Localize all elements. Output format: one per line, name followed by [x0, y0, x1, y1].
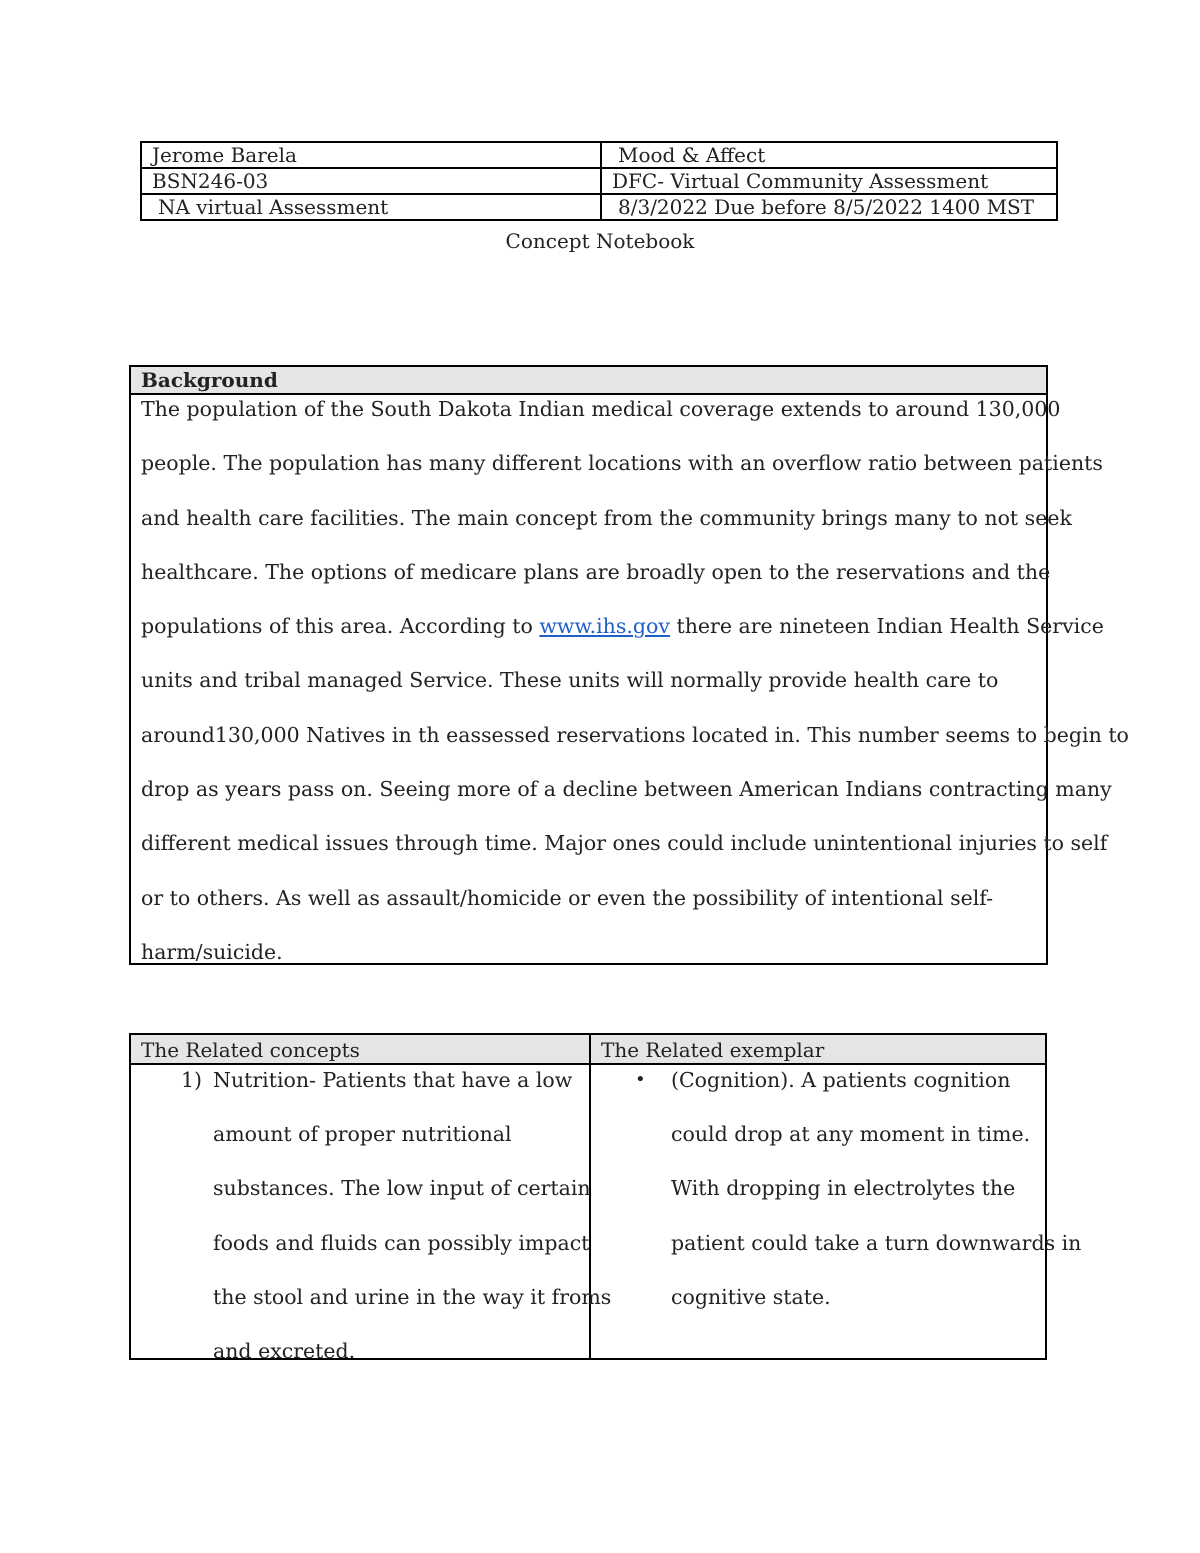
concept-line: substances. The low input of certain [213, 1176, 591, 1201]
background-line [141, 612, 1104, 666]
header-table [140, 141, 1058, 221]
background-line: and health care facilities. The main concept from the community brings many to not seek [141, 505, 1072, 530]
related-table [129, 1033, 1082, 1363]
student-name: Jerome Barela [141, 142, 601, 168]
related-exemplar-cell [591, 1065, 1082, 1358]
background-line-text: there are nineteen Indian Health Service [669, 614, 1104, 639]
exemplar-line: patient could take a turn downwards in [671, 1230, 1082, 1255]
background-line: people. The population has many different locations with an overflow ratio between patients [141, 451, 1103, 476]
exemplar-text [671, 1065, 1082, 1336]
ihs-link[interactable]: www.ihs.gov [539, 614, 670, 639]
header-row [141, 168, 1057, 194]
background-line: healthcare. The options of medicare plans are broadly open to the reservations and the [141, 559, 1051, 584]
exemplar-line: With dropping in electrolytes the [671, 1176, 1016, 1201]
exemplar-line: cognitive state. [671, 1284, 831, 1309]
due-date: 8/3/2022 Due before 8/5/2022 1400 MST [601, 194, 1057, 220]
related-exemplar-header: The Related exemplar [601, 1038, 825, 1062]
concept-line: and excreted. [213, 1338, 356, 1363]
related-concepts-cell [131, 1065, 612, 1363]
background-line: The population of the South Dakota Indian medical coverage extends to around 130,000 [141, 397, 1061, 421]
header-row [141, 194, 1057, 220]
exemplar-line: (Cognition). A patients cognition [671, 1068, 1011, 1092]
related-header-row [131, 1035, 1045, 1065]
background-line: units and tribal managed Service. These units will normally provide health care to [141, 668, 999, 693]
background-body [131, 395, 1129, 978]
related-body-row [131, 1065, 1082, 1363]
background-heading: Background [131, 367, 1046, 395]
concept-line: Nutrition- Patients that have a low [213, 1068, 573, 1092]
related-concepts-header: The Related concepts [131, 1035, 591, 1063]
concept-line: the stool and urine in the way it froms [213, 1284, 612, 1309]
assignment-topic: Mood & Affect [601, 142, 1057, 168]
background-line-text: populations of this area. According to [141, 614, 540, 639]
background-line: drop as years pass on. Seeing more of a decline between American Indians contracting many [141, 777, 1112, 802]
course-code: BSN246-03 [141, 168, 601, 194]
assessment-type: NA virtual Assessment [141, 194, 601, 220]
concept-line: amount of proper nutritional [213, 1122, 512, 1147]
exemplar-line: could drop at any moment in time. [671, 1122, 1031, 1147]
background-section [129, 365, 1129, 965]
background-line: or to others. As well as assault/homicide or even the possibility of intentional self- [141, 885, 994, 910]
concept-line: foods and fluids can possibly impact [213, 1230, 590, 1255]
background-line: harm/suicide. [141, 939, 283, 964]
background-line: around130,000 Natives in th eassessed reservations located in. This number seems to begin to [141, 722, 1129, 747]
background-line: different medical issues through time. Major ones could include unintentional injuries to self [141, 831, 1108, 856]
bullet-icon: • [635, 1069, 646, 1090]
assignment-title: DFC- Virtual Community Assessment [601, 168, 1057, 194]
list-number: 1) [181, 1068, 203, 1092]
concept-text [213, 1065, 612, 1390]
header-row [141, 142, 1057, 168]
page-title: Concept Notebook [505, 229, 695, 253]
